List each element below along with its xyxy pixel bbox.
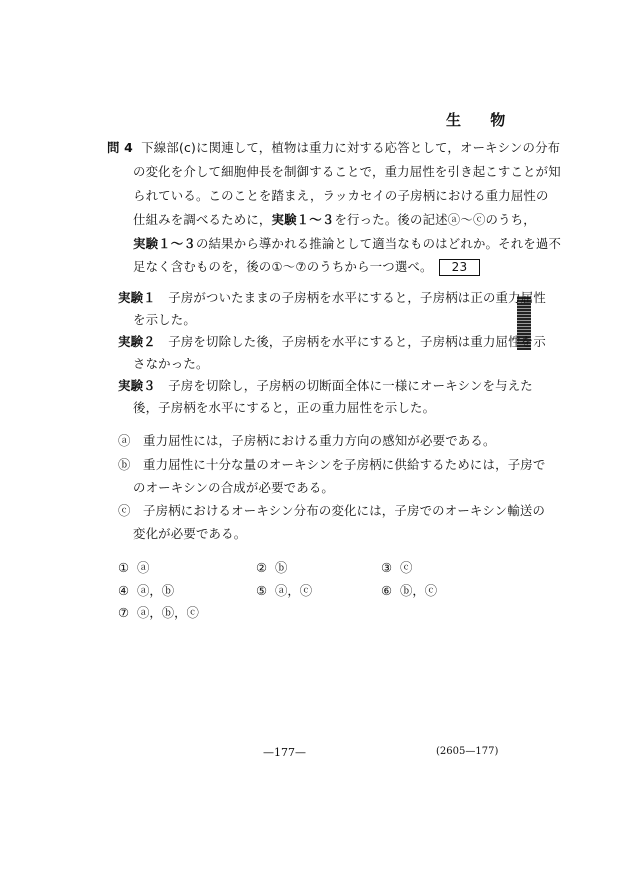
question-line: られている。このことを踏まえ，ラッカセイの子房柄における重力屈性の — [133, 188, 549, 203]
option-number: ④ — [118, 583, 130, 598]
statement-text: 重力屈性に十分な量のオーキシンを子房柄に供給するためには，子房で — [143, 457, 546, 472]
experiment-2 — [118, 334, 546, 350]
question-line — [133, 259, 480, 276]
experiment-text: 子房がついたままの子房柄を水平にすると，子房柄は正の重力屈性 — [168, 290, 546, 305]
option-number: ③ — [381, 560, 393, 575]
experiment-text: 後，子房柄を水平にすると，正の重力屈性を示した。 — [133, 400, 436, 415]
option-2 — [256, 558, 287, 576]
option-number: ⑤ — [256, 583, 268, 598]
statement-b — [118, 457, 545, 473]
statement-mark: ⓐ — [118, 433, 131, 448]
question-text: 足なく含むものを，後の①～⑦のうちから一つ選べ。 — [133, 259, 433, 274]
experiment-label: 実験３ — [118, 378, 156, 393]
experiment-label: 実験１ — [118, 290, 156, 305]
statement-text: のオーキシンの合成が必要である。 — [133, 480, 335, 495]
option-value: ⓐ，ⓒ — [275, 583, 313, 598]
option-5 — [256, 581, 312, 599]
statement-text: 子房柄におけるオーキシン分布の変化には，子房でのオーキシン輸送の — [143, 503, 546, 518]
statement-mark: ⓑ — [118, 457, 131, 472]
page-number: —177— — [263, 746, 306, 759]
question-text: 下線部(c)に関連して，植物は重力に対する応答として，オーキシンの分布 — [141, 140, 561, 155]
experiment-3 — [118, 378, 533, 394]
experiment-text: さなかった。 — [133, 356, 209, 371]
option-value: ⓐ，ⓑ — [137, 583, 175, 598]
question-line — [133, 236, 561, 252]
option-1 — [118, 558, 149, 576]
question-text: を行った。後の記述ⓐ～ⓒのうち， — [334, 212, 536, 227]
statement-a — [118, 433, 496, 449]
experiment-ref: 実験１～３ — [133, 236, 196, 251]
option-7 — [118, 603, 199, 621]
subject-header: 生 物 — [446, 111, 518, 129]
experiment-text: 子房を切除した後，子房柄を水平にすると，子房柄は重力屈性を示 — [168, 334, 546, 349]
question-text: の結果から導かれる推論として適当なものはどれか。それを過不 — [195, 236, 562, 251]
option-value: ⓑ，ⓒ — [400, 583, 438, 598]
option-number: ① — [118, 560, 130, 575]
option-number: ② — [256, 560, 268, 575]
option-number: ⑦ — [118, 605, 130, 620]
question-number: 問 4 — [107, 140, 133, 155]
question-line: の変化を介して細胞伸長を制御することで，重力屈性を引き起こすことが知 — [133, 164, 561, 179]
experiment-ref: 実験１～３ — [271, 212, 335, 227]
statement-text: 変化が必要である。 — [133, 526, 247, 541]
answer-box: 23 — [439, 259, 481, 276]
option-value: ⓐ，ⓑ，ⓒ — [137, 605, 199, 620]
statement-text: 重力屈性には，子房柄における重力方向の感知が必要である。 — [143, 433, 496, 448]
exam-code: (2605—177) — [436, 746, 499, 757]
option-6 — [381, 581, 437, 599]
option-value: ⓑ — [275, 560, 288, 575]
experiment-1 — [118, 290, 546, 306]
experiment-text: 子房を切除し，子房柄の切断面全体に一様にオーキシンを与えた — [168, 378, 533, 393]
option-value: ⓒ — [400, 560, 413, 575]
option-3 — [381, 558, 412, 576]
question-text: 仕組みを調べるために， — [133, 212, 272, 227]
option-4 — [118, 581, 174, 599]
option-value: ⓐ — [137, 560, 150, 575]
option-number: ⑥ — [381, 583, 393, 598]
statement-c — [118, 503, 545, 519]
question-line — [107, 140, 560, 156]
statement-mark: ⓒ — [118, 503, 131, 518]
experiment-label: 実験２ — [118, 334, 156, 349]
experiment-text: を示した。 — [133, 312, 196, 327]
question-line — [133, 212, 536, 228]
